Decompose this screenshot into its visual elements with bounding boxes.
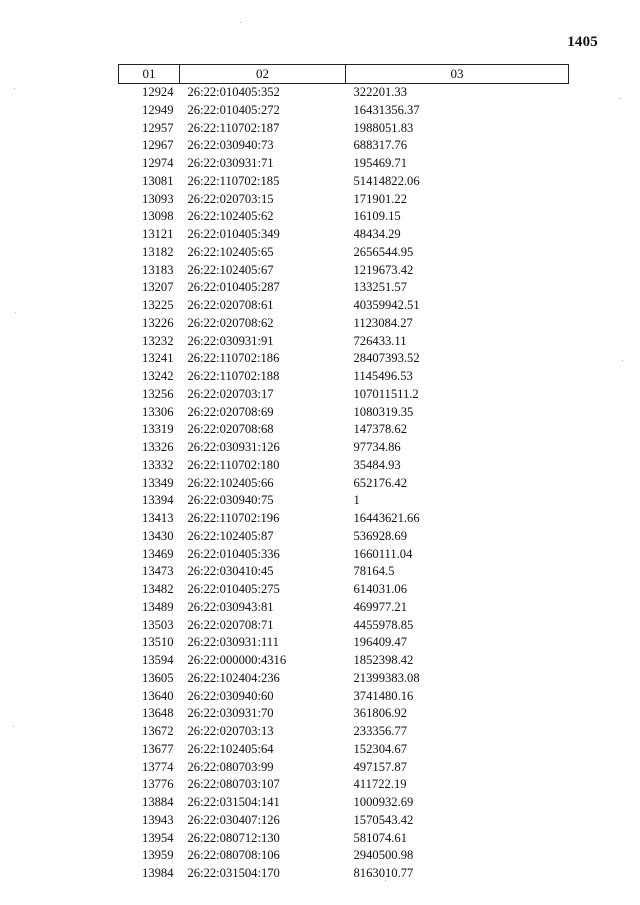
cell-value: 16431356.37	[353, 102, 420, 117]
cell-cadastral-number: 26:22:010405:275	[187, 582, 280, 596]
cell-cadastral-number: 26:22:030410:45	[187, 564, 274, 579]
table-row	[119, 155, 569, 173]
cell-value: 16443621.66	[353, 511, 420, 525]
cell-id: 13207	[142, 280, 174, 295]
cell-id: 13306	[142, 404, 174, 419]
cell-id: 13332	[142, 457, 174, 472]
cell-id: 13884	[142, 795, 174, 809]
table-row	[119, 776, 569, 794]
table-row	[119, 599, 569, 617]
table-row	[119, 705, 569, 723]
scan-speck	[13, 726, 14, 727]
table-row	[119, 404, 569, 422]
cell-cadastral-number: 26:22:102405:65	[187, 244, 274, 259]
cell-id: 13225	[142, 298, 174, 312]
cell-id: 13232	[142, 333, 174, 348]
cell-value: 107011511.2	[353, 386, 419, 401]
cell-value: 171901.22	[353, 191, 408, 206]
cell-value: 1080319.35	[353, 404, 414, 419]
cell-id: 13774	[142, 759, 174, 774]
table-row	[119, 226, 569, 244]
cell-cadastral-number: 26:22:020708:68	[187, 422, 274, 437]
cell-value: 688317.76	[353, 138, 408, 153]
cell-value: 51414822.06	[353, 173, 420, 188]
cell-id: 13648	[142, 706, 174, 721]
cell-id: 13430	[142, 528, 174, 543]
table-row	[119, 652, 569, 670]
cell-id: 12957	[142, 120, 174, 135]
cell-value: 78164.5	[353, 564, 395, 579]
table-row	[119, 670, 569, 688]
scan-speck	[622, 360, 623, 361]
cell-value: 1123084.27	[353, 315, 413, 330]
cell-value: 152304.67	[353, 741, 408, 756]
table-row	[119, 475, 569, 493]
cell-id: 13473	[142, 564, 174, 579]
table-row	[119, 368, 569, 386]
cell-cadastral-number: 26:22:110702:187	[187, 120, 280, 135]
cell-cadastral-number: 26:22:110702:186	[187, 351, 280, 366]
cell-value: 497157.87	[353, 759, 408, 774]
table-row	[119, 191, 569, 209]
table-body	[119, 84, 569, 883]
cell-value: 361806.92	[353, 706, 408, 721]
cell-cadastral-number: 26:22:080712:130	[187, 830, 280, 845]
cell-id: 13241	[142, 351, 174, 366]
cell-id: 13510	[142, 635, 174, 650]
cell-value: 16109.15	[353, 209, 401, 224]
table-row	[119, 350, 569, 368]
cell-value: 2656544.95	[353, 244, 414, 259]
cell-cadastral-number: 26:22:030931:71	[187, 156, 274, 170]
cell-id: 13182	[142, 244, 174, 259]
cell-value: 1660111.04	[353, 546, 413, 561]
cell-cadastral-number: 26:22:031504:141	[187, 795, 280, 809]
table-row	[119, 723, 569, 741]
cell-cadastral-number: 26:22:110702:180	[187, 457, 280, 472]
cell-id: 13413	[142, 511, 174, 525]
cell-cadastral-number: 26:22:010405:336	[187, 546, 280, 561]
scan-speck	[14, 88, 15, 89]
cell-value: 1000932.69	[353, 795, 414, 809]
table-row	[119, 492, 569, 510]
cell-id: 13183	[142, 262, 174, 277]
cell-id: 13959	[142, 848, 174, 863]
cell-cadastral-number: 26:22:020703:17	[187, 386, 274, 401]
cell-cadastral-number: 26:22:030931:91	[187, 333, 274, 348]
table-row	[119, 812, 569, 830]
table-row	[119, 634, 569, 652]
column-header-02: 02	[180, 65, 346, 84]
table-row	[119, 457, 569, 475]
cell-cadastral-number: 26:22:102405:64	[187, 741, 274, 756]
page-number: 1405	[567, 34, 598, 50]
scan-speck	[15, 312, 16, 313]
cell-cadastral-number: 26:22:102405:66	[187, 475, 274, 490]
cell-value: 1	[353, 493, 360, 508]
table-row	[119, 137, 569, 155]
table-header	[119, 65, 569, 84]
cell-cadastral-number: 26:22:020708:61	[187, 298, 274, 312]
cell-value: 97734.86	[353, 440, 401, 454]
cell-id: 12949	[142, 102, 174, 117]
table-row	[119, 830, 569, 848]
cell-id: 13954	[142, 830, 174, 845]
cell-cadastral-number: 26:22:020703:15	[187, 191, 274, 206]
cell-value: 1570543.42	[353, 812, 414, 827]
cell-value: 1852398.42	[353, 653, 414, 667]
cell-value: 40359942.51	[353, 298, 420, 312]
table-row	[119, 244, 569, 262]
table-row	[119, 741, 569, 759]
cell-cadastral-number: 26:22:030940:73	[187, 138, 274, 153]
table-row	[119, 865, 569, 883]
cell-id: 13226	[142, 315, 174, 330]
column-header-03: 03	[346, 65, 569, 84]
table-row	[119, 84, 569, 102]
cell-cadastral-number: 26:22:030931:111	[187, 635, 279, 650]
scan-speck	[240, 22, 241, 23]
cell-value: 3741480.16	[353, 688, 414, 703]
cell-cadastral-number: 26:22:030931:70	[187, 706, 274, 721]
table-row	[119, 563, 569, 581]
cell-id: 13469	[142, 546, 174, 561]
table-row	[119, 510, 569, 528]
cell-id: 13943	[142, 812, 174, 827]
cell-cadastral-number: 26:22:030940:60	[187, 688, 274, 703]
cell-cadastral-number: 26:22:080703:99	[187, 759, 274, 774]
table-row	[119, 208, 569, 226]
cell-id: 13503	[142, 617, 174, 632]
table-row	[119, 421, 569, 439]
cell-value: 133251.57	[353, 280, 408, 295]
table-row	[119, 102, 569, 120]
cell-cadastral-number: 26:22:080703:107	[187, 777, 280, 792]
cell-id: 13605	[142, 670, 174, 685]
cell-value: 4455978.85	[353, 617, 414, 632]
cell-id: 13776	[142, 777, 174, 792]
table-row	[119, 120, 569, 138]
cell-value: 35484.93	[353, 457, 401, 472]
table-row	[119, 386, 569, 404]
cell-value: 652176.42	[353, 475, 408, 490]
cell-id: 13242	[142, 369, 174, 383]
cell-id: 12974	[142, 156, 174, 170]
cell-cadastral-number: 26:22:020708:71	[187, 617, 274, 632]
cell-cadastral-number: 26:22:102405:62	[187, 209, 274, 224]
cell-cadastral-number: 26:22:010405:349	[187, 227, 280, 241]
cell-id: 13081	[142, 173, 174, 188]
table-row	[119, 617, 569, 635]
cell-id: 13677	[142, 741, 174, 756]
cell-value: 322201.33	[353, 85, 408, 99]
cell-value: 28407393.52	[353, 351, 420, 366]
cell-value: 1988051.83	[353, 120, 414, 135]
cell-cadastral-number: 26:22:010405:352	[187, 85, 280, 99]
cell-cadastral-number: 26:22:020708:62	[187, 315, 274, 330]
table-row	[119, 333, 569, 351]
cell-cadastral-number: 26:22:010405:287	[187, 280, 280, 295]
cell-value: 8163010.77	[353, 866, 414, 880]
cell-cadastral-number: 26:22:110702:188	[187, 369, 280, 383]
cell-value: 195469.71	[353, 156, 408, 170]
cell-cadastral-number: 26:22:102404:236	[187, 670, 280, 685]
table-row	[119, 279, 569, 297]
scan-speck	[385, 880, 386, 881]
table-row	[119, 688, 569, 706]
cell-id: 13640	[142, 688, 174, 703]
cell-id: 13394	[142, 493, 174, 508]
cell-value: 726433.11	[353, 333, 407, 348]
table-row	[119, 528, 569, 546]
cell-id: 13349	[142, 475, 174, 490]
table-row	[119, 262, 569, 280]
cell-id: 13326	[142, 440, 174, 454]
table-header-row	[119, 65, 569, 84]
column-header-01: 01	[119, 65, 180, 84]
cell-value: 196409.47	[353, 635, 408, 650]
cell-value: 233356.77	[353, 724, 408, 738]
table-row	[119, 847, 569, 865]
cell-value: 21399383.08	[353, 670, 420, 685]
table-row	[119, 173, 569, 191]
table-row	[119, 581, 569, 599]
cell-id: 13672	[142, 724, 174, 738]
cell-cadastral-number: 26:22:020703:13	[187, 724, 274, 738]
table-row	[119, 546, 569, 564]
table-row	[119, 439, 569, 457]
table-row	[119, 315, 569, 333]
cell-value: 2940500.98	[353, 848, 414, 863]
cell-id: 12967	[142, 138, 174, 153]
cell-id: 13093	[142, 191, 174, 206]
cell-value: 614031.06	[353, 582, 408, 596]
cell-cadastral-number: 26:22:030407:126	[187, 812, 280, 827]
data-table-container	[118, 64, 568, 883]
cell-id: 13121	[142, 227, 174, 241]
cell-id: 13256	[142, 386, 174, 401]
scan-speck	[620, 98, 621, 99]
cell-value: 1145496.53	[353, 369, 413, 383]
cell-cadastral-number: 26:22:102405:87	[187, 528, 274, 543]
table-row	[119, 297, 569, 315]
cell-id: 13594	[142, 653, 174, 667]
cell-cadastral-number: 26:22:080708:106	[187, 848, 280, 863]
cell-value: 411722.19	[353, 777, 407, 792]
cell-value: 48434.29	[353, 227, 401, 241]
cell-cadastral-number: 26:22:000000:4316	[187, 653, 287, 667]
cell-cadastral-number: 26:22:020708:69	[187, 404, 274, 419]
data-table	[118, 64, 569, 883]
cell-cadastral-number: 26:22:110702:185	[187, 173, 280, 188]
cell-value: 469977.21	[353, 599, 408, 614]
cell-cadastral-number: 26:22:010405:272	[187, 102, 280, 117]
cell-cadastral-number: 26:22:030943:81	[187, 599, 274, 614]
cell-cadastral-number: 26:22:031504:170	[187, 866, 280, 880]
cell-id: 13984	[142, 866, 174, 880]
cell-value: 147378.62	[353, 422, 408, 437]
cell-value: 581074.61	[353, 830, 408, 845]
cell-id: 13489	[142, 599, 174, 614]
cell-value: 1219673.42	[353, 262, 414, 277]
cell-id: 13482	[142, 582, 174, 596]
cell-cadastral-number: 26:22:030940:75	[187, 493, 274, 508]
cell-id: 13098	[142, 209, 174, 224]
cell-cadastral-number: 26:22:110702:196	[187, 511, 280, 525]
cell-cadastral-number: 26:22:030931:126	[187, 440, 280, 454]
cell-id: 13319	[142, 422, 174, 437]
cell-cadastral-number: 26:22:102405:67	[187, 262, 274, 277]
cell-id: 12924	[142, 85, 174, 99]
table-row	[119, 759, 569, 777]
table-row	[119, 794, 569, 812]
cell-value: 536928.69	[353, 528, 408, 543]
